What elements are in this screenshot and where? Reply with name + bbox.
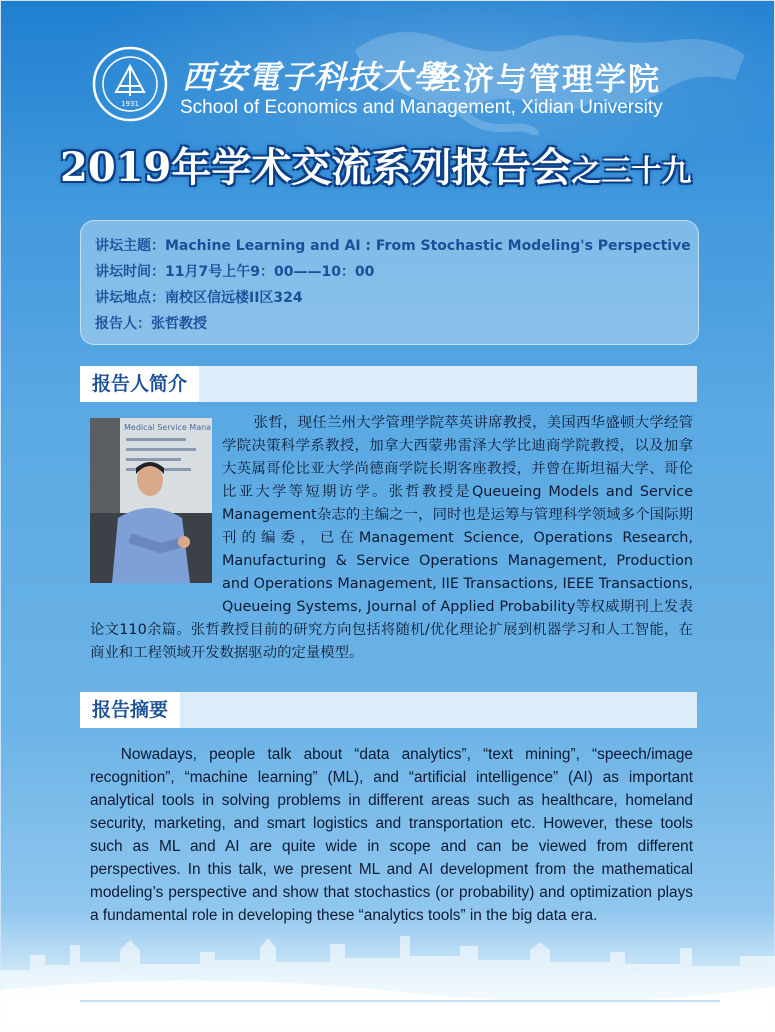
info-time-row [95,261,374,281]
abstract-section-title: 报告摘要 [80,692,180,728]
info-place-row [95,287,303,307]
bio-section-title: 报告人简介 [80,366,199,402]
speaker-value: 张哲教授 [151,316,207,332]
speaker-bio-text: 张哲，现任兰州大学管理学院萃英讲席教授，美国西华盛顿大学经管学院决策科学系教授，加拿大西蒙弗雷泽大学比迪商学院教授，以及加拿大英属哥伦比亚大学尚德商学院长期客座教授，并曾在斯坦福大学、哥伦比亚大学等短期访学。张哲教授是Queueing Models and Service Management杂志的主编之一，同时也是运筹与管理科学领域多个国际期刊的编委，已在Management Science, Operations Research, Manufacturing & Service Operations Management, Production and Operations Management, IIE Transactions, IEEE Transactions, Queueing Systems, Journal of Applied Probability等权威期刊上发表论文110余篇。张哲教授目前的研究方向包括将随机/优化理论扩展到机器学习和人工智能，在商业和工程领域开发数据驱动的定量模型。 [90,415,693,661]
info-speaker-row [95,313,207,333]
slide-title: Medical Service Mana [124,423,212,432]
lecture-info-panel [80,220,699,345]
place-label: 讲坛地点： [95,290,165,306]
info-topic-row [95,235,691,255]
topic-label: 讲坛主题： [95,238,165,254]
series-title-suffix: 之三十九 [571,154,692,189]
city-skyline-decoration [0,900,775,1032]
time-label: 讲坛时间： [95,264,165,280]
school-name-cn: 经济与管理学院 [430,62,661,98]
university-seal-icon [92,46,168,122]
seal-year: 1931 [121,100,139,108]
speaker-bio [90,412,693,665]
series-title [60,136,691,193]
poster-header [0,0,775,200]
bio-section-header [80,366,697,402]
speaker-label: 报告人： [95,316,151,332]
series-title-main: 2019年学术交流系列报告会 [60,144,572,191]
time-value: 11月7号上午9：00——10：00 [165,264,375,280]
abstract-text: Nowadays, people talk about “data analytics”, “text mining”, “speech/image recognition”, “machine learning” (ML), and “artificial intelligence” (AI) as important analytical tools in solving problems in different areas such as healthcare, homeland security, marketing, and smart logistics and transportation etc. However, these tools such as ML and AI are quite wide in scope and can be viewed from different perspectives. In this talk, we present ML and AI development from the mathematical modeling’s perspective and show that stochastics (or probability) and optimization plays a fundamental role in developing these “analytics tools” in the big data era. [90,746,693,924]
place-value: 南校区信远楼II区324 [165,290,303,306]
topic-value: Machine Learning and AI : From Stochastic Modeling's Perspective [165,238,691,254]
university-name-cn: 西安電子科技大學 [182,58,447,96]
school-name-en: School of Economics and Management, Xidian University [180,97,663,118]
abstract-section-header [80,692,697,728]
